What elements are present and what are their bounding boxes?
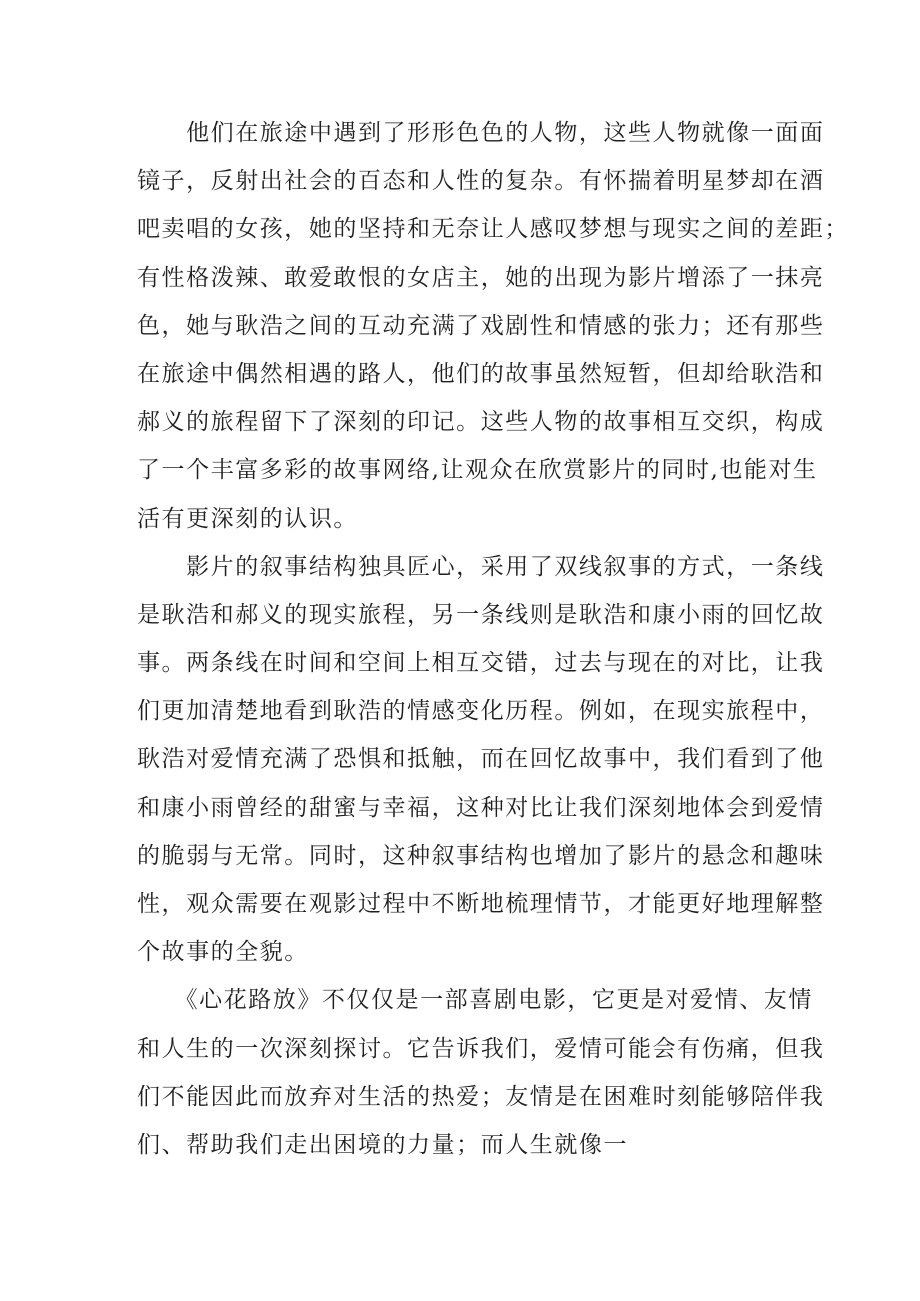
paragraph-characters [137,109,849,543]
paragraph-narrative-structure [137,543,825,977]
text-line: 了一个丰富多彩的故事网络,让观众在欣赏影片的同时,也能对生 [137,457,818,484]
text-line: 们、帮助我们走出困境的力量；而人生就像一 [137,1131,628,1158]
text-line: 们不能因此而放弃对生活的热爱；友情是在困难时刻能够陪伴我 [137,1083,825,1110]
text-line: 郝义的旅程留下了深刻的印记。这些人物的故事相互交织，构成 [137,409,825,436]
text-line: 的脆弱与无常。同时，这种叙事结构也增加了影片的悬念和趣味 [137,842,825,869]
text-line: 《心花路放》不仅仅是一部喜剧电影，它更是对爱情、友情 [137,987,813,1014]
document-body [137,109,849,1169]
text-line: 镜子，反射出社会的百态和人性的复杂。有怀揣着明星梦却在酒 [137,168,825,195]
text-line: 有性格泼辣、敢爱敢恨的女店主，她的出现为影片增添了一抹亮 [137,264,825,291]
text-line: 们更加清楚地看到耿浩的情感变化历程。例如，在现实旅程中， [137,698,825,725]
text-line: 和人生的一次深刻探讨。它告诉我们，爱情可能会有伤痛，但我 [137,1035,825,1062]
text-line: 个故事的全貌。 [137,939,309,966]
paragraph-conclusion [137,976,825,1169]
text-line: 在旅途中偶然相遇的路人，他们的故事虽然短暂，但却给耿浩和 [137,360,825,387]
text-line: 活有更深刻的认识。 [137,505,358,532]
text-line: 吧卖唱的女孩，她的坚持和无奈让人感叹梦想与现实之间的差距； [137,216,849,243]
text-line: 是耿浩和郝义的现实旅程，另一条线则是耿浩和康小雨的回忆故 [137,601,825,628]
text-line: 色，她与耿浩之间的互动充满了戏剧性和情感的张力；还有那些 [137,312,825,339]
text-line: 影片的叙事结构独具匠心，采用了双线叙事的方式，一条线 [137,553,825,580]
text-line: 他们在旅途中遇到了形形色色的人物，这些人物就像一面面 [137,120,825,146]
text-line: 事。两条线在时间和空间上相互交错，过去与现在的对比，让我 [137,650,825,677]
text-line: 耿浩对爱情充满了恐惧和抵触，而在回忆故事中，我们看到了他 [137,746,825,773]
text-line: 和康小雨曾经的甜蜜与幸福，这种对比让我们深刻地体会到爱情 [137,794,825,821]
text-line: 性，观众需要在观影过程中不断地梳理情节，才能更好地理解整 [137,891,825,917]
